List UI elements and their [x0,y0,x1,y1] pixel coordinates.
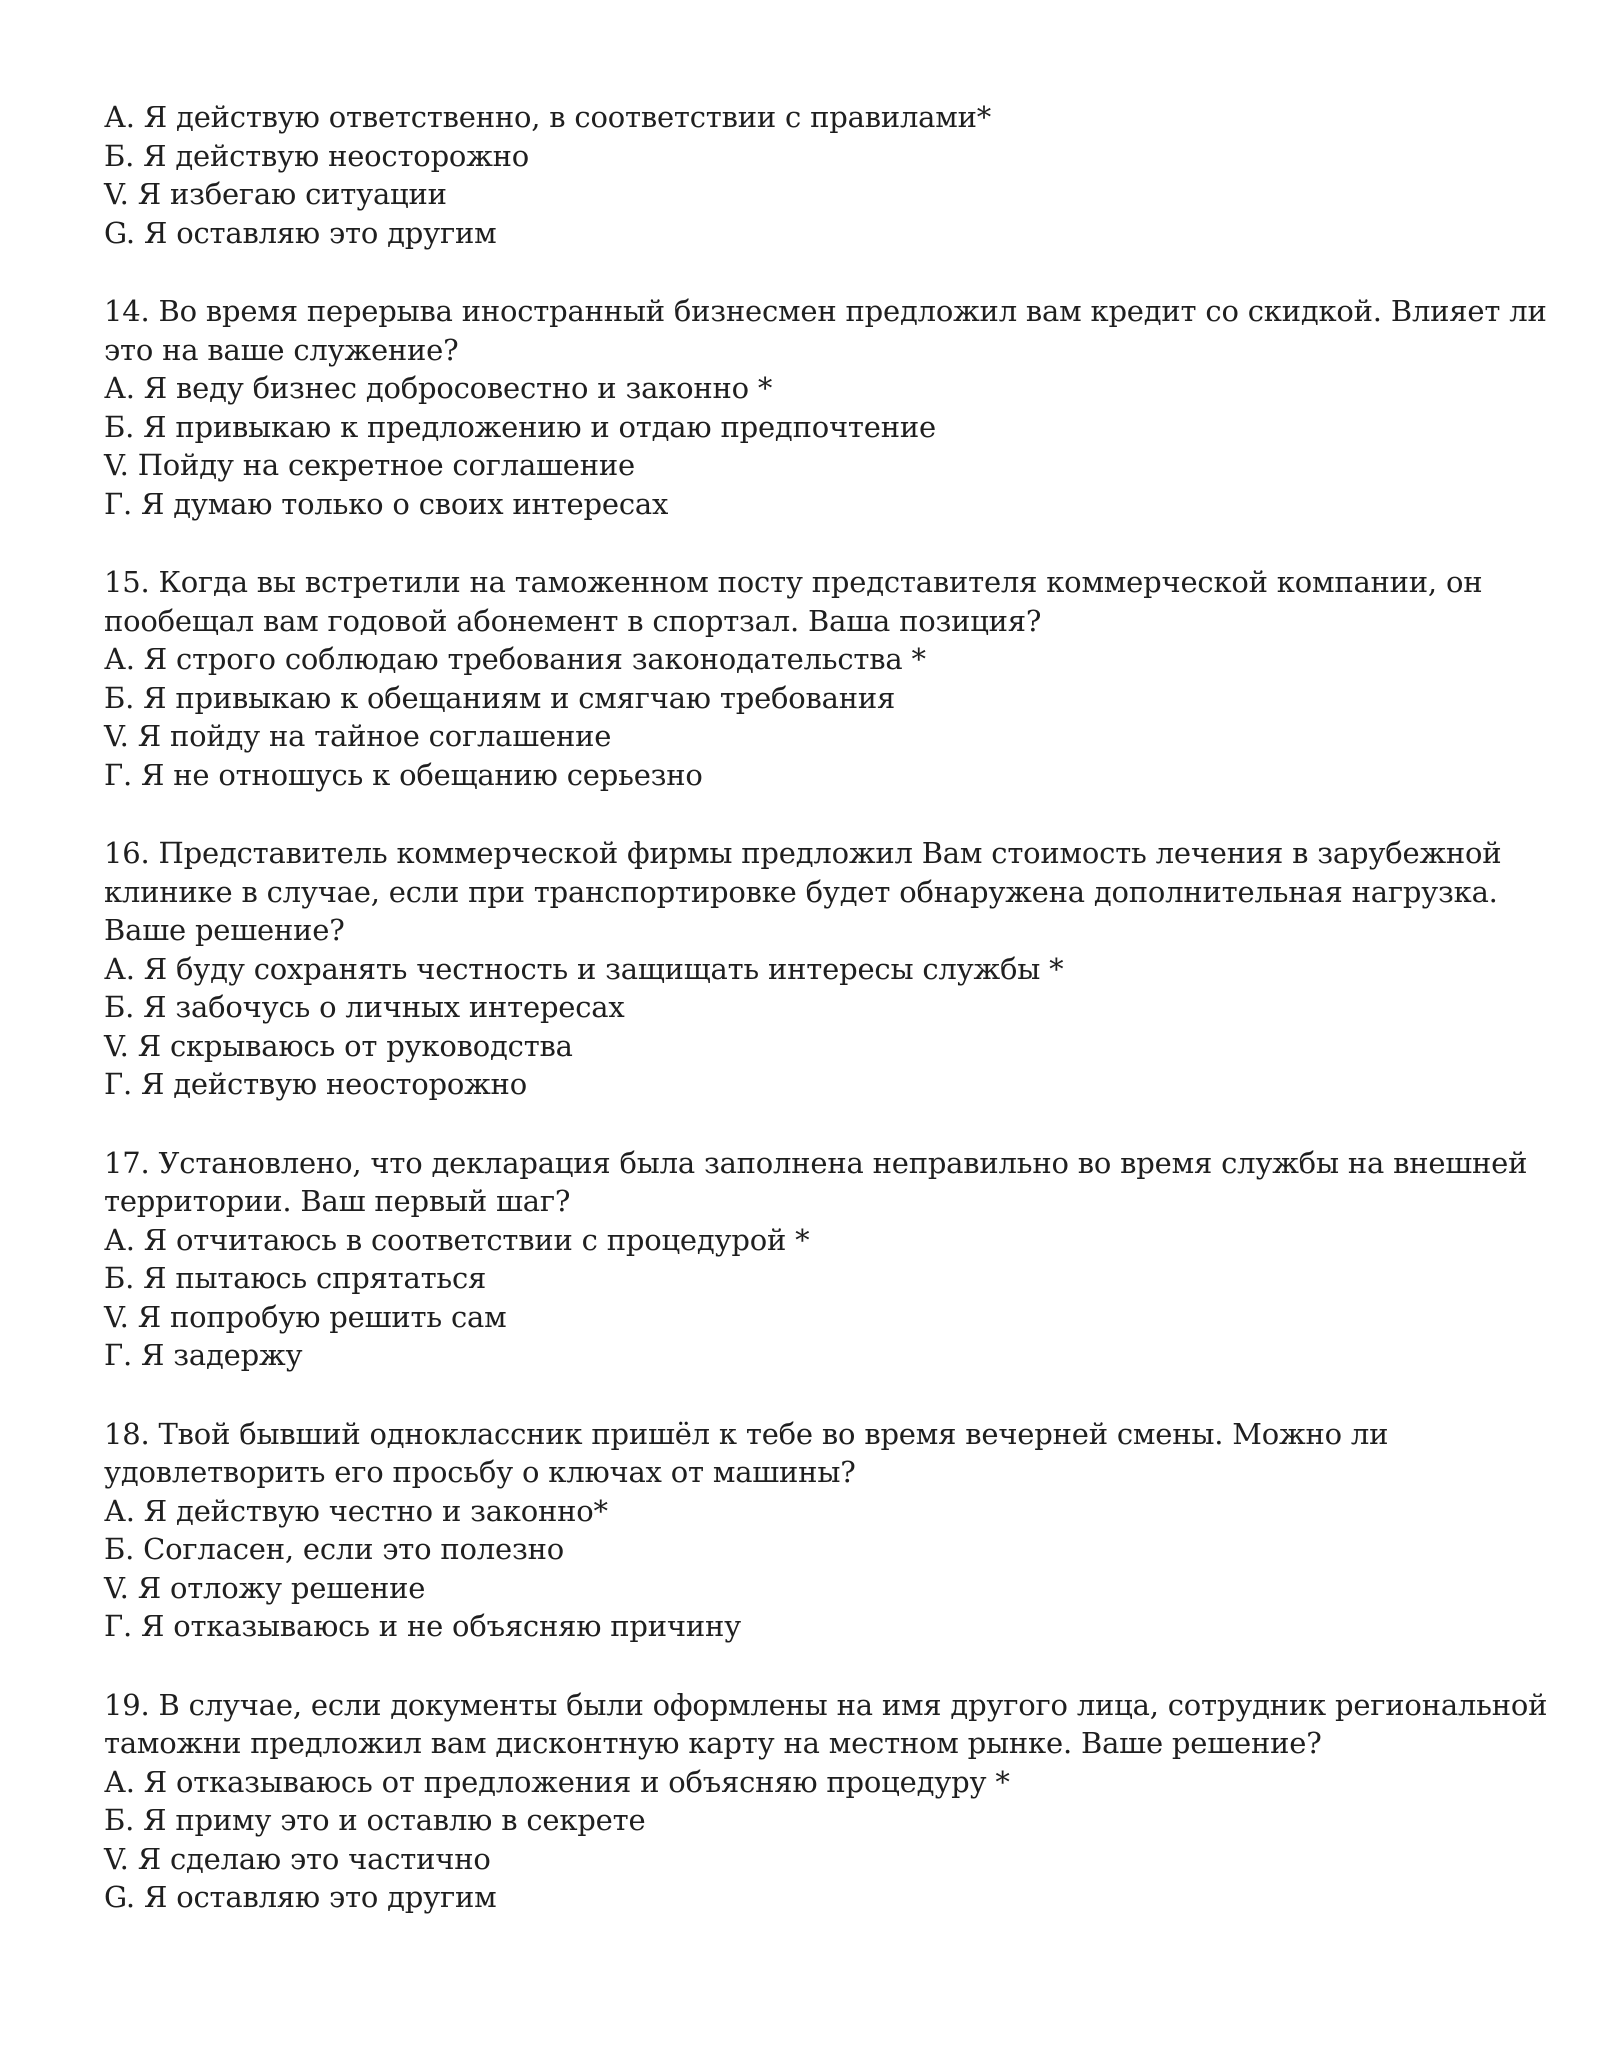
answer-b: Б. Я забочусь о личных интересах [104,990,625,1024]
answer-b: Б. Я пытаюсь спрятаться [104,1261,487,1295]
question-text: 16. Представитель коммерческой фирмы предложил Вам стоимость лечения в зарубежной [104,836,1502,870]
question-text: 19. В случае, если документы были оформлены на имя другого лица, сотрудник региональной [104,1687,1548,1722]
answer-v: V. Я пойду на тайное соглашение [104,719,612,753]
answer-b: Б. Я привыкаю к обещаниям и смягчаю требования [104,680,896,715]
answer-v: V. Пойду на секретное соглашение [104,448,635,482]
answer-a: А. Я веду бизнес добросовестно и законно * [104,371,773,405]
answer-g: Г. Я действую неосторожно [104,1067,527,1101]
answer-b: Б. Я привыкаю к предложению и отдаю предпочтение [104,409,936,444]
question-text: пообещал вам годовой абонемент в спортзал. Ваша позиция? [104,603,1042,638]
answer-g: Г. Я думаю только о своих интересах [104,486,669,521]
answer-b: Б. Согласен, если это полезно [104,1532,564,1566]
answer-v: V. Я избегаю ситуации [104,177,447,211]
question-13-continued [104,98,1524,252]
question-text: это на ваше служение? [104,332,459,367]
question-text: 14. Во время перерыва иностранный бизнесмен предложил вам кредит со скидкой. Влияет ли [104,294,1547,328]
question-text: 15. Когда вы встретили на таможенном посту представителя коммерческой компании, он [104,565,1483,599]
question-text: удовлетворить его просьбу о ключах от машины? [104,1455,856,1489]
question-14 [104,292,1547,523]
answer-a: А. Я отчитаюсь в соответствии с процедурой * [104,1222,810,1257]
answer-b: Б. Я действую неосторожно [104,138,530,173]
answer-a: А. Я буду сохранять честность и защищать интересы службы * [104,951,1064,986]
question-text: 18. Твой бывший одноклассник пришёл к тебе во время вечерней смены. Можно ли [104,1416,1389,1451]
answer-g: G. Я оставляю это другим [104,215,497,250]
answer-a: А. Я действую ответственно, в соответствии с правилами* [104,100,992,134]
answer-b: Б. Я приму это и оставлю в секрете [104,1803,646,1837]
question-text: 17. Установлено, что декларация была заполнена неправильно во время службы на внешней [104,1145,1528,1180]
document-page [104,98,1548,1957]
answer-v: V. Я отложу решение [104,1570,426,1605]
answer-v: V. Я сделаю это частично [104,1841,491,1876]
answer-a: А. Я строго соблюдаю требования законодательства * [104,642,926,676]
question-17 [104,1144,1528,1375]
question-15 [104,563,1524,794]
question-19 [104,1686,1548,1917]
question-text: Ваше решение? [104,913,345,947]
answer-g: G. Я оставляю это другим [104,1880,497,1914]
question-18 [104,1415,1524,1646]
question-text: таможни предложил вам дисконтную карту на местном рынке. Ваше решение? [104,1726,1322,1760]
answer-v: V. Я скрываюсь от руководства [104,1028,573,1063]
answer-g: Г. Я не отношусь к обещанию серьезно [104,757,703,792]
answer-v: V. Я попробую решить сам [104,1299,507,1334]
question-text: клинике в случае, если при транспортировке будет обнаружена дополнительная нагрузка. [104,874,1498,909]
answer-a: А. Я отказываюсь от предложения и объясняю процедуру * [104,1764,1010,1799]
question-16 [104,834,1524,1104]
answer-g: Г. Я отказываюсь и не объясняю причину [104,1609,741,1643]
answer-g: Г. Я задержу [104,1338,303,1372]
question-text: территории. Ваш первый шаг? [104,1184,571,1218]
answer-a: А. Я действую честно и законно* [104,1493,608,1528]
